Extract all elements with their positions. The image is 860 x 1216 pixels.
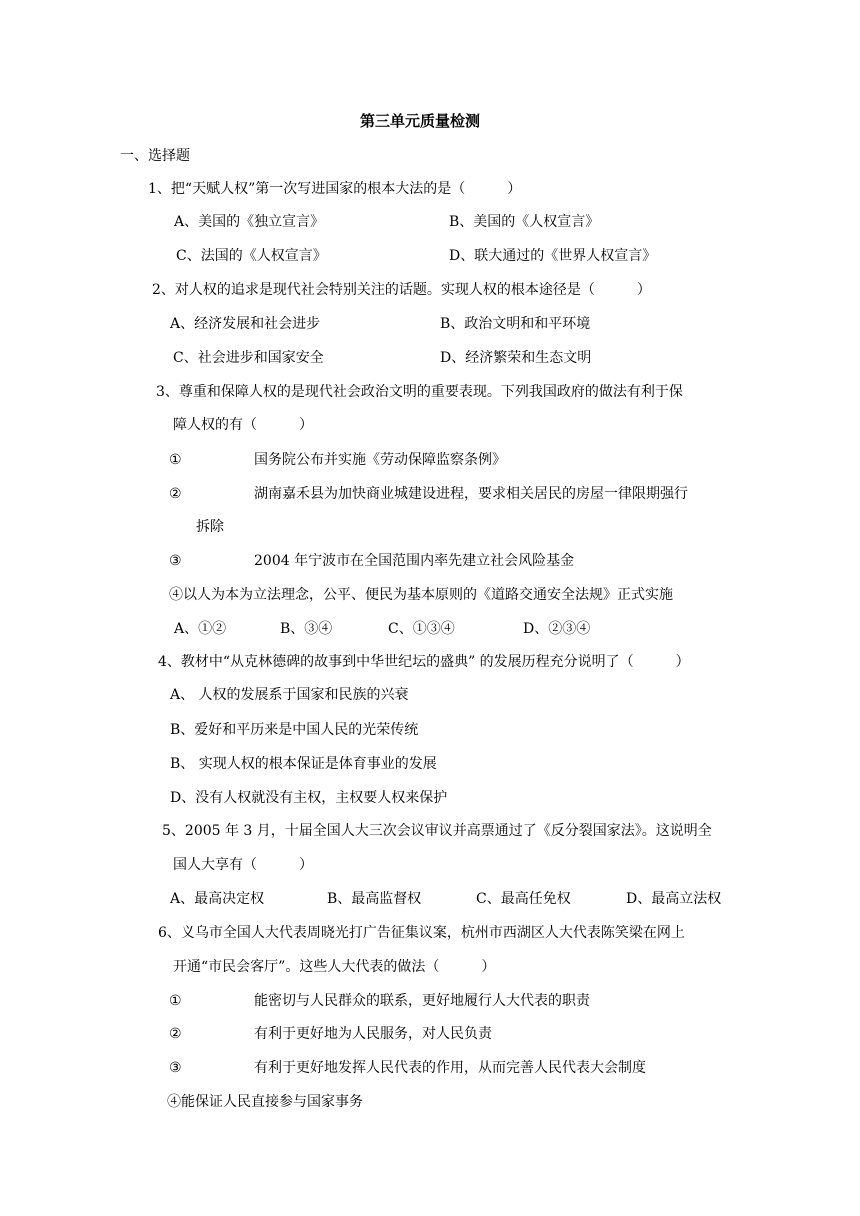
question-6-item-3-text: 有利于更好地发挥人民代表的作用，从而完善人民代表大会制度 xyxy=(254,1060,646,1076)
question-3-item-3-text: 2004 年宁波市在全国范围内率先建立社会风险基金 xyxy=(254,553,575,569)
question-2-option-c: C、社会进步和国家安全 xyxy=(173,350,324,366)
question-6-item-3-marker: ③ xyxy=(169,1060,182,1076)
question-2-option-b: B、政治文明和和平环境 xyxy=(440,316,591,332)
question-4-stem: 4、教材中“从克林德碑的故事到中华世纪坛的盛典” 的发展历程充分说明了（ ） xyxy=(158,654,690,670)
question-6-stem-line-1: 6、义乌市全国人大代表周晓光打广告征集议案，杭州市西湖区人大代表陈笑梁在网上 xyxy=(158,925,685,941)
question-6-item-1-text: 能密切与人民群众的联系，更好地履行人大代表的职责 xyxy=(254,993,590,1009)
question-3-option-b: B、③④ xyxy=(280,621,333,637)
question-5-option-c: C、最高任免权 xyxy=(476,891,571,907)
question-6-item-4: ④能保证人民直接参与国家事务 xyxy=(167,1094,363,1110)
question-6-item-2-text: 有利于更好地为人民服务，对人民负责 xyxy=(254,1026,492,1042)
question-3-item-4: ④以人为本为立法理念，公平、便民为基本原则的《道路交通安全法规》正式实施 xyxy=(169,587,673,603)
question-1-option-c: C、法国的《人权宣言》 xyxy=(176,248,327,264)
question-3-option-c: C、①③④ xyxy=(388,621,455,637)
question-3-item-2-continuation: 拆除 xyxy=(196,519,224,535)
question-3-stem-line-1: 3、尊重和保障人权的是现代社会政治文明的重要表现。下列我国政府的做法有利于保 xyxy=(156,384,683,400)
question-6-item-1-marker: ① xyxy=(169,993,182,1009)
question-3-item-2-text: 湖南嘉禾县为加快商业城建设进程，要求相关居民的房屋一律限期强行 xyxy=(254,486,688,502)
question-1-option-d: D、联大通过的《世界人权宣言》 xyxy=(449,248,657,264)
question-4-option-a: A、 人权的发展系于国家和民族的兴衰 xyxy=(170,687,409,703)
page-title: 第三单元质量检测 xyxy=(360,112,481,130)
question-3-item-1-marker: ① xyxy=(169,452,182,468)
question-4-option-b: B、爱好和平历来是中国人民的光荣传统 xyxy=(170,722,419,738)
question-3-item-2-marker: ② xyxy=(169,486,182,502)
question-2-stem: 2、对人权的追求是现代社会特别关注的话题。实现人权的根本途径是（ ） xyxy=(152,282,651,298)
question-4-option-c: B、 实现人权的根本保证是体育事业的发展 xyxy=(170,756,437,772)
question-1-option-a: A、美国的《独立宣言》 xyxy=(174,214,325,230)
question-3-option-a: A、①② xyxy=(174,621,227,637)
question-3-item-1-text: 国务院公布并实施《劳动保障监察条例》 xyxy=(254,452,506,468)
question-2-option-d: D、经济繁荣和生态文明 xyxy=(440,350,592,366)
question-1-stem: 1、把“天赋人权”第一次写进国家的根本大法的是（ ） xyxy=(148,181,522,197)
question-6-item-2-marker: ② xyxy=(169,1026,182,1042)
question-3-option-d: D、②③④ xyxy=(523,621,591,637)
section-heading: 一、选择题 xyxy=(120,148,190,164)
question-5-stem-line-2: 国人大享有（ ） xyxy=(173,857,313,873)
question-5-option-d: D、最高立法权 xyxy=(626,891,722,907)
question-5-option-b: B、最高监督权 xyxy=(327,891,422,907)
question-3-stem-line-2: 障人权的有（ ） xyxy=(173,417,313,433)
question-6-stem-line-2: 开通“市民会客厅”。这些人大代表的做法（ ） xyxy=(173,959,496,975)
question-4-option-d: D、没有人权就没有主权，主权要人权来保护 xyxy=(170,790,448,806)
question-5-stem-line-1: 5、2005 年 3 月，十届全国人大三次会议审议并高票通过了《反分裂国家法》。这说明全 xyxy=(162,823,712,839)
question-2-option-a: A、经济发展和社会进步 xyxy=(170,316,321,332)
question-1-option-b: B、美国的《人权宣言》 xyxy=(449,214,600,230)
question-3-item-3-marker: ③ xyxy=(169,553,182,569)
question-5-option-a: A、最高决定权 xyxy=(170,891,265,907)
